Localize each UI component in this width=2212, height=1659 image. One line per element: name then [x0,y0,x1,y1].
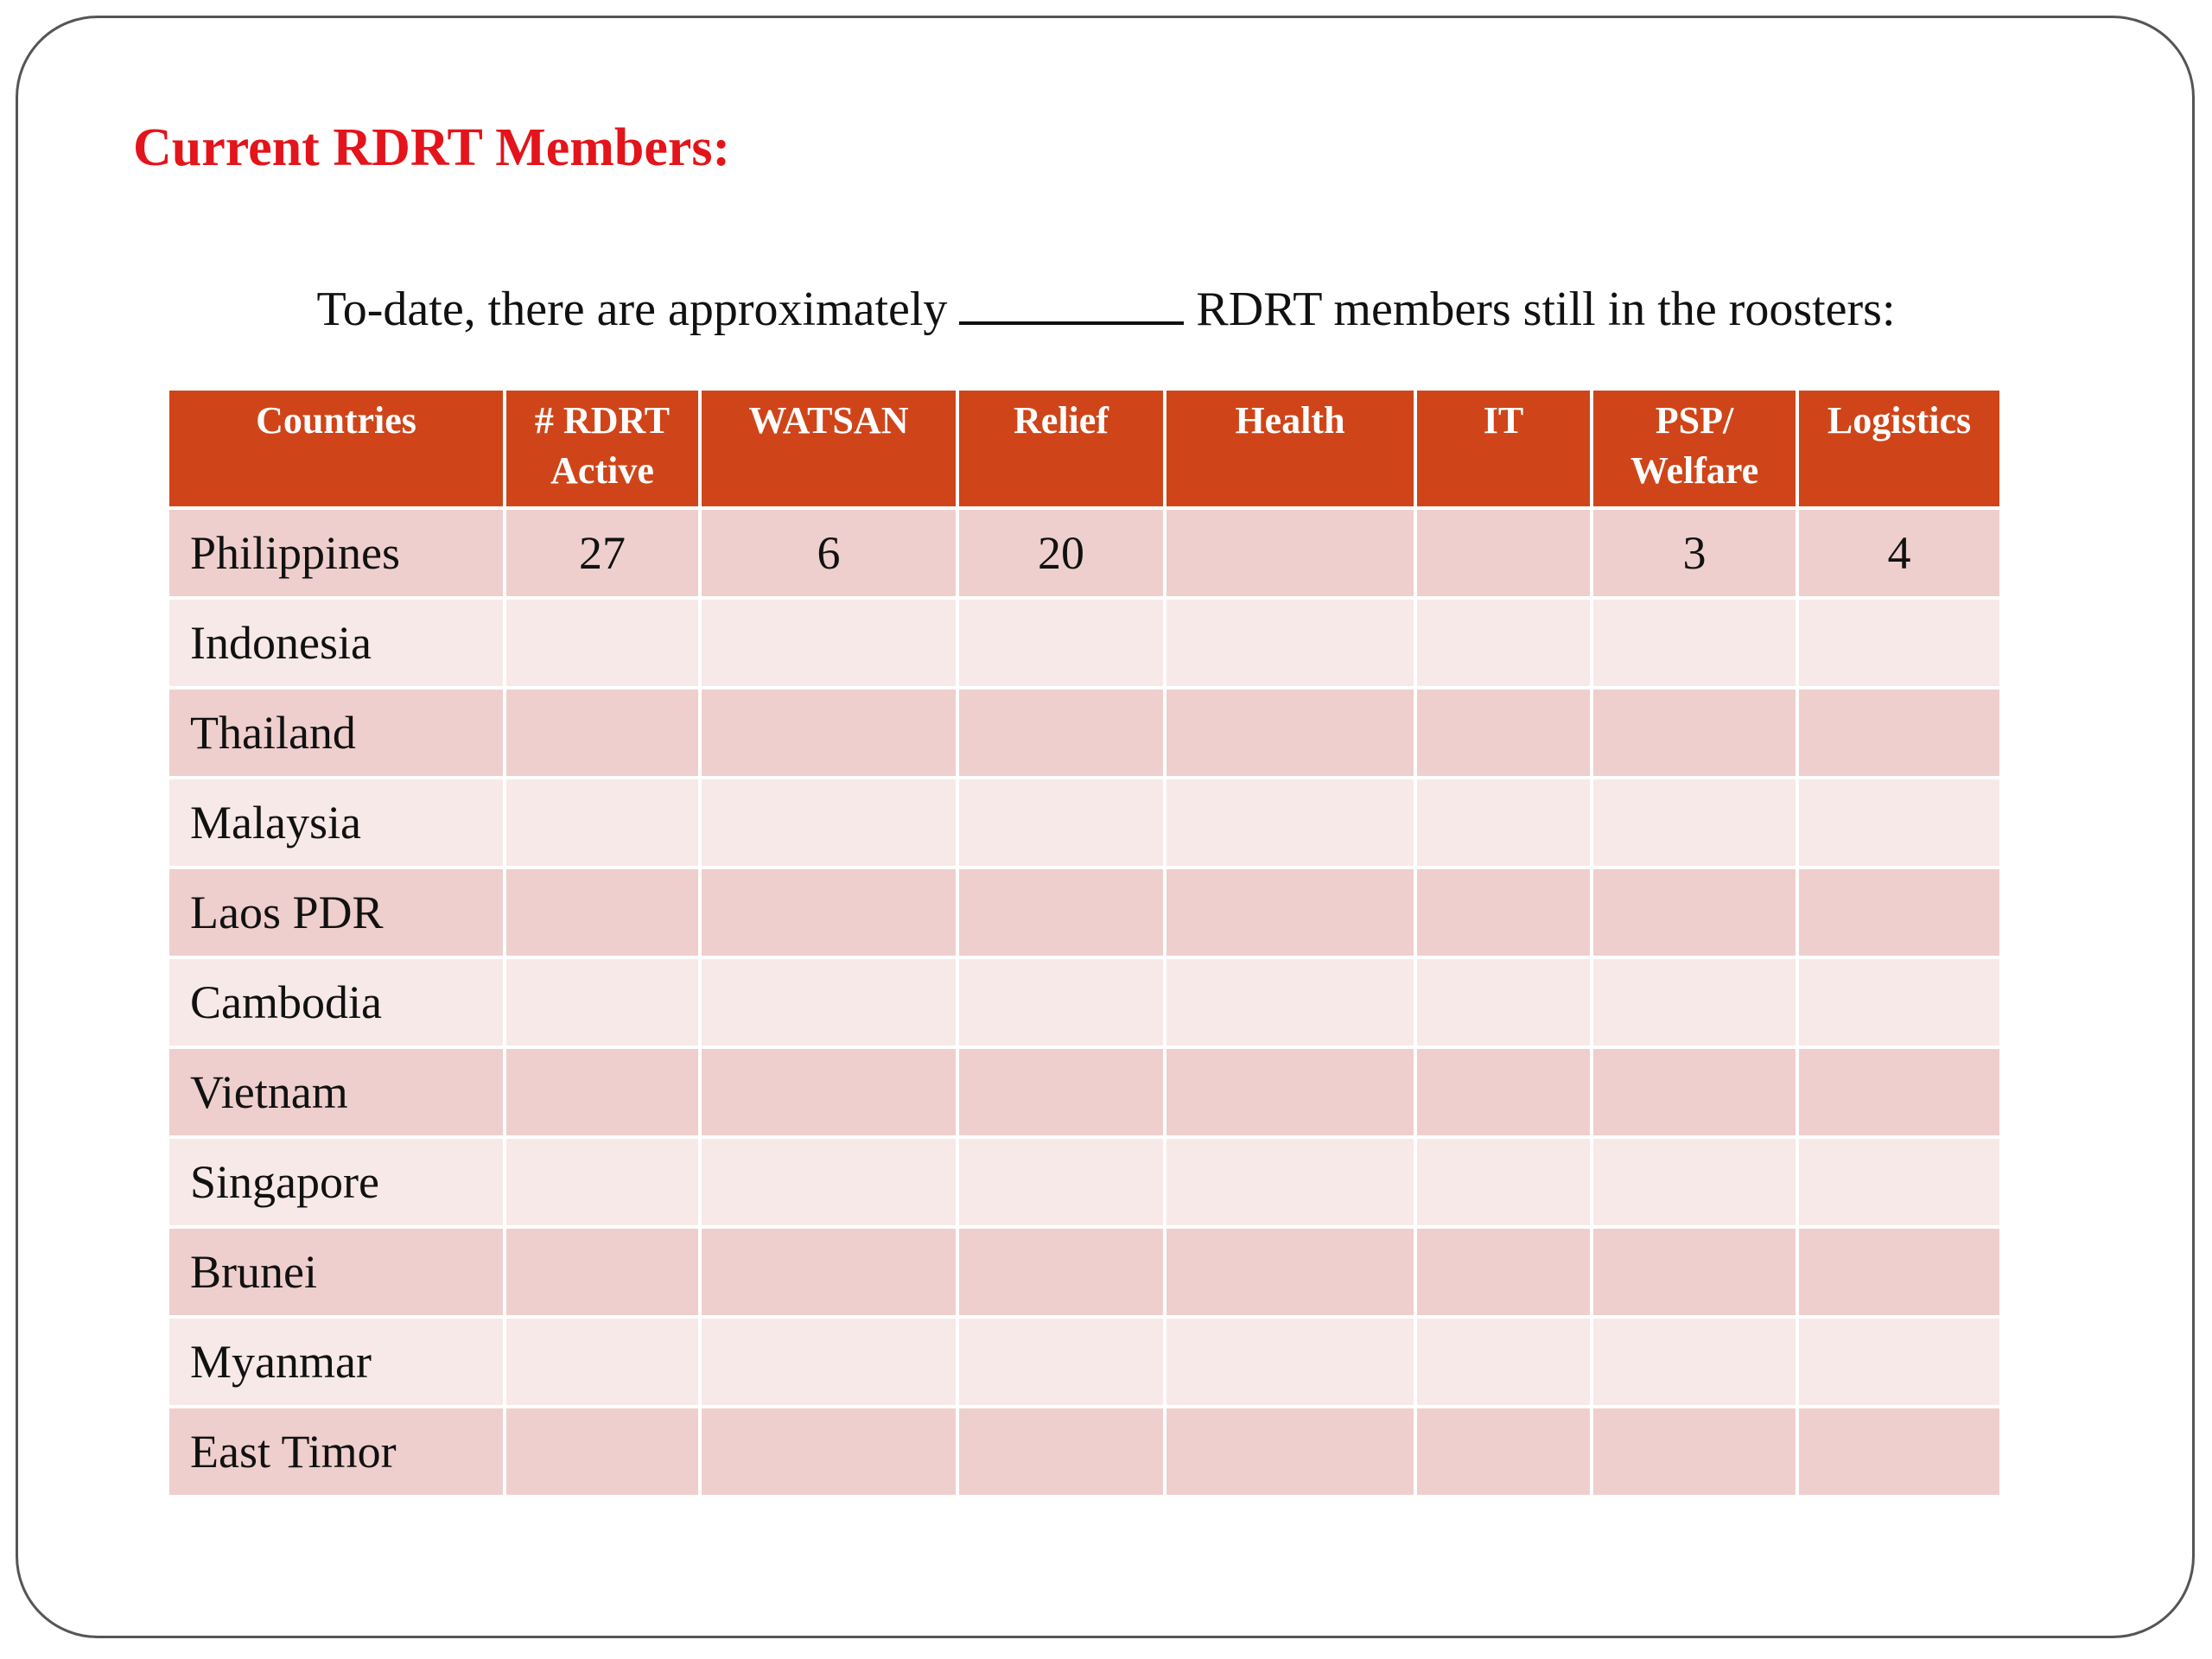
cell-psp-welfare [1593,1139,1796,1225]
column-header-it [1417,391,1590,506]
cell-it [1417,510,1590,596]
cell-logistics [1799,779,1999,866]
cell-it [1417,690,1590,776]
header-line: Health [1235,399,1345,442]
cell-rdrt-active [506,600,698,686]
cell-it [1417,959,1590,1046]
cell-rdrt-active [506,779,698,866]
cell-relief [959,1229,1163,1315]
cell-country: East Timor [169,1408,503,1495]
table-row [169,1229,1999,1315]
cell-country: Myanmar [169,1319,503,1405]
cell-relief [959,959,1163,1046]
cell-relief [959,1408,1163,1495]
column-header-rdrt-active [506,391,698,506]
header-line: # RDRT [534,399,671,442]
cell-country: Brunei [169,1229,503,1315]
cell-country: Singapore [169,1139,503,1225]
header-line: Relief [1014,399,1109,442]
cell-health [1166,1139,1414,1225]
table-body [169,510,1999,1495]
table-row [169,1319,1999,1405]
cell-health [1166,1319,1414,1405]
cell-psp-welfare: 3 [1593,510,1796,596]
header-line: IT [1483,399,1524,442]
cell-watsan [702,1229,956,1315]
cell-rdrt-active [506,1229,698,1315]
subtitle-text-after: RDRT members still in the roosters: [1196,283,1896,336]
cell-watsan [702,1139,956,1225]
cell-country: Vietnam [169,1049,503,1135]
cell-psp-welfare [1593,1319,1796,1405]
cell-relief [959,1319,1163,1405]
cell-it [1417,1408,1590,1495]
cell-watsan [702,1408,956,1495]
cell-watsan [702,1319,956,1405]
column-header-watsan [702,391,956,506]
column-header-countries [169,391,503,506]
header-line: Countries [256,399,416,442]
cell-rdrt-active [506,869,698,956]
cell-relief [959,869,1163,956]
cell-psp-welfare [1593,1408,1796,1495]
cell-relief: 20 [959,510,1163,596]
cell-logistics [1799,690,1999,776]
cell-rdrt-active [506,1049,698,1135]
subtitle-text-before: To-date, there are approximately [316,283,948,336]
column-header-psp-welfare [1593,391,1796,506]
table-row [169,1139,1999,1225]
cell-psp-welfare [1593,1229,1796,1315]
cell-psp-welfare [1593,959,1796,1046]
cell-logistics [1799,1319,1999,1405]
cell-health [1166,510,1414,596]
fill-in-blank [959,321,1184,325]
cell-watsan: 6 [702,510,956,596]
cell-watsan [702,959,956,1046]
cell-rdrt-active [506,1408,698,1495]
table-row [169,869,1999,956]
members-table [166,387,2003,1498]
cell-it [1417,1229,1590,1315]
cell-watsan [702,690,956,776]
cell-it [1417,1049,1590,1135]
cell-watsan [702,869,956,956]
table-row [169,1408,1999,1495]
subtitle [0,285,2212,334]
cell-relief [959,690,1163,776]
header-line: Logistics [1827,399,1972,442]
cell-relief [959,600,1163,686]
cell-country: Cambodia [169,959,503,1046]
cell-health [1166,1229,1414,1315]
cell-it [1417,1319,1590,1405]
cell-it [1417,1139,1590,1225]
cell-rdrt-active [506,1319,698,1405]
table-row [169,779,1999,866]
table-row [169,510,1999,596]
table-row [169,959,1999,1046]
cell-rdrt-active [506,690,698,776]
cell-relief [959,1049,1163,1135]
table-row [169,1049,1999,1135]
header-line: Active [550,449,654,492]
cell-health [1166,600,1414,686]
cell-psp-welfare [1593,600,1796,686]
cell-logistics: 4 [1799,510,1999,596]
cell-it [1417,869,1590,956]
cell-country: Thailand [169,690,503,776]
cell-logistics [1799,959,1999,1046]
cell-health [1166,690,1414,776]
cell-relief [959,1139,1163,1225]
cell-watsan [702,1049,956,1135]
cell-health [1166,959,1414,1046]
cell-health [1166,779,1414,866]
cell-logistics [1799,1139,1999,1225]
cell-logistics [1799,1049,1999,1135]
column-header-logistics [1799,391,1999,506]
table-row [169,690,1999,776]
cell-psp-welfare [1593,779,1796,866]
cell-psp-welfare [1593,1049,1796,1135]
cell-country: Indonesia [169,600,503,686]
cell-country: Malaysia [169,779,503,866]
slide-title: Current RDRT Members: [133,118,731,177]
header-line: PSP/ [1655,399,1734,442]
table-header-row [169,391,1999,506]
cell-logistics [1799,1229,1999,1315]
cell-rdrt-active: 27 [506,510,698,596]
cell-logistics [1799,600,1999,686]
header-line: WATSAN [748,399,909,442]
cell-logistics [1799,869,1999,956]
cell-relief [959,779,1163,866]
cell-health [1166,869,1414,956]
table-row [169,600,1999,686]
cell-it [1417,600,1590,686]
cell-rdrt-active [506,1139,698,1225]
header-line: Welfare [1630,449,1759,492]
cell-watsan [702,779,956,866]
cell-country: Philippines [169,510,503,596]
cell-psp-welfare [1593,690,1796,776]
cell-logistics [1799,1408,1999,1495]
cell-rdrt-active [506,959,698,1046]
column-header-health [1166,391,1414,506]
column-header-relief [959,391,1163,506]
cell-psp-welfare [1593,869,1796,956]
cell-health [1166,1049,1414,1135]
cell-country: Laos PDR [169,869,503,956]
cell-health [1166,1408,1414,1495]
cell-it [1417,779,1590,866]
cell-watsan [702,600,956,686]
